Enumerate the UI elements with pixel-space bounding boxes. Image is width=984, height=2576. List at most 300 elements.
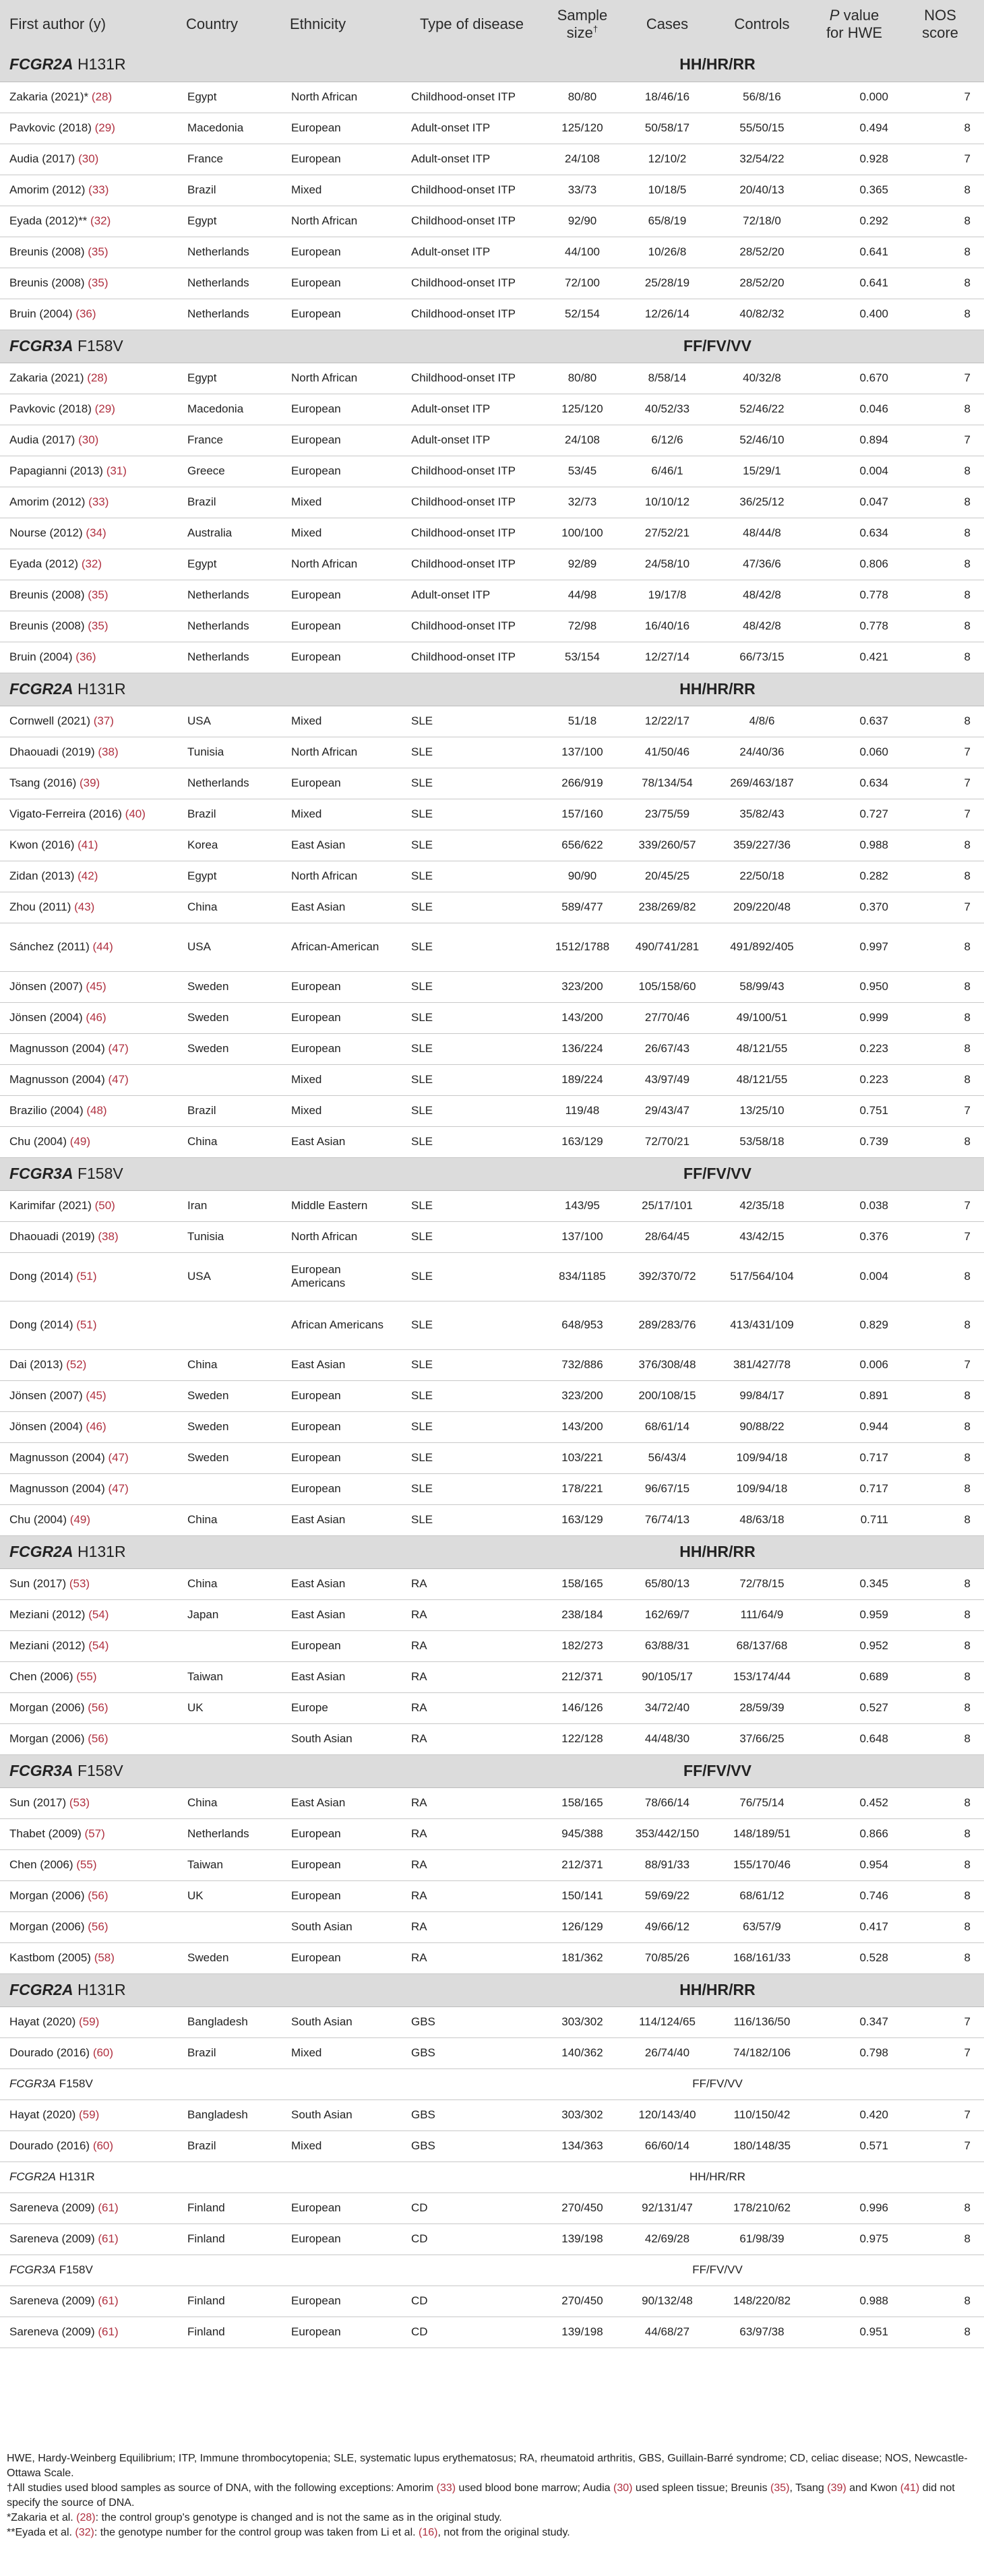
cell-type-of-disease: GBS: [402, 2037, 542, 2068]
cell-ethnicity: Mixed: [282, 706, 402, 737]
cell-sample-size: 143/95: [542, 1190, 623, 1221]
cell-first-author: [0, 1033, 178, 1064]
cell-country: Finland: [178, 2224, 282, 2255]
cell-p-value: 0.829: [812, 1301, 896, 1349]
table-row: [0, 175, 984, 206]
cell-p-value: 0.420: [812, 2099, 896, 2130]
table-row: [0, 1818, 984, 1849]
cell-p-value: 0.648: [812, 1723, 896, 1754]
author-name: Bruin (2004): [9, 650, 73, 663]
reference-number: (40): [125, 807, 146, 820]
cell-first-author: [0, 487, 178, 518]
cell-first-author: [0, 799, 178, 830]
footnote-text: , not from the original study.: [437, 2527, 570, 2538]
cell-first-author: [0, 830, 178, 861]
table-footnotes: [0, 2451, 977, 2540]
footnote-reference: (28): [76, 2512, 96, 2523]
cell-ethnicity: Mixed: [282, 487, 402, 518]
author-name: Eyada (2012)**: [9, 214, 88, 227]
cell-type-of-disease: SLE: [402, 861, 542, 892]
cell-sample-size: 72/98: [542, 611, 623, 642]
cell-ethnicity: European: [282, 971, 402, 1002]
cell-ethnicity: South Asian: [282, 1723, 402, 1754]
cell-nos-score: 8: [896, 1504, 984, 1535]
table-row: [0, 2130, 984, 2161]
table-row: [0, 549, 984, 580]
table-body: [0, 49, 984, 2348]
cell-p-value: 0.417: [812, 1911, 896, 1942]
footnote-reference: (39): [827, 2482, 847, 2494]
cell-first-author: [0, 923, 178, 971]
cell-first-author: [0, 1661, 178, 1692]
cell-p-value: 0.400: [812, 299, 896, 330]
author-name: Dong (2014): [9, 1269, 73, 1283]
cell-country: Brazil: [178, 2037, 282, 2068]
cell-nos-score: 8: [896, 456, 984, 487]
author-name: Vigato-Ferreira (2016): [9, 807, 122, 820]
cell-first-author: [0, 737, 178, 768]
cell-p-value: 0.866: [812, 1818, 896, 1849]
cell-controls: 48/42/8: [712, 611, 812, 642]
cell-country: Tunisia: [178, 1221, 282, 1252]
cell-country: Tunisia: [178, 737, 282, 768]
cell-type-of-disease: Childhood-onset ITP: [402, 549, 542, 580]
section-gene-label: [0, 1973, 623, 2006]
cell-controls: 49/100/51: [712, 1002, 812, 1033]
cell-cases: 25/17/101: [623, 1190, 712, 1221]
footnote-line: [7, 2481, 977, 2511]
author-name: Morgan (2006): [9, 1920, 85, 1933]
header-first-author: First author (y): [9, 15, 106, 32]
table-row: [0, 1252, 984, 1301]
reference-number: (47): [108, 1481, 129, 1495]
cell-sample-size: 126/129: [542, 1911, 623, 1942]
cell-nos-score: 8: [896, 1880, 984, 1911]
cell-ethnicity: European: [282, 580, 402, 611]
cell-country: Sweden: [178, 1002, 282, 1033]
cell-controls: 68/137/68: [712, 1630, 812, 1661]
cell-ethnicity: European: [282, 1473, 402, 1504]
table-row: [0, 1002, 984, 1033]
table-row: [0, 2037, 984, 2068]
cell-first-author: [0, 1380, 178, 1411]
cell-first-author: [0, 2130, 178, 2161]
cell-ethnicity: Europe: [282, 1692, 402, 1723]
cell-type-of-disease: Adult-onset ITP: [402, 394, 542, 425]
cell-nos-score: 8: [896, 1723, 984, 1754]
cell-ethnicity: North African: [282, 363, 402, 394]
author-name: Magnusson (2004): [9, 1481, 105, 1495]
cell-first-author: [0, 237, 178, 268]
cell-country: Brazil: [178, 2130, 282, 2161]
table-row: [0, 1126, 984, 1157]
cell-p-value: 0.571: [812, 2130, 896, 2161]
cell-type-of-disease: GBS: [402, 2006, 542, 2037]
cell-cases: 29/43/47: [623, 1095, 712, 1126]
section-gene-name: FCGR3A: [9, 1164, 73, 1182]
cell-type-of-disease: SLE: [402, 1221, 542, 1252]
table-row: [0, 299, 984, 330]
cell-ethnicity: North African: [282, 737, 402, 768]
cell-nos-score: 8: [896, 1473, 984, 1504]
section-header-spacer: [812, 49, 984, 82]
cell-type-of-disease: Childhood-onset ITP: [402, 82, 542, 113]
header-p-value-text: value for HWE: [826, 6, 883, 41]
cell-first-author: [0, 2286, 178, 2317]
cell-p-value: 0.004: [812, 1252, 896, 1301]
cell-controls: 22/50/18: [712, 861, 812, 892]
cell-first-author: [0, 1630, 178, 1661]
cell-sample-size: 119/48: [542, 1095, 623, 1126]
cell-cases: 41/50/46: [623, 737, 712, 768]
cell-nos-score: 8: [896, 1411, 984, 1442]
table-row: [0, 1599, 984, 1630]
cell-p-value: 0.778: [812, 611, 896, 642]
table-row: [0, 1442, 984, 1473]
author-name: Dourado (2016): [9, 2139, 90, 2152]
author-name: Tsang (2016): [9, 776, 77, 789]
cell-cases: 50/58/17: [623, 113, 712, 144]
reference-number: (59): [79, 2015, 100, 2028]
author-name: Kwon (2016): [9, 838, 75, 851]
cell-ethnicity: Mixed: [282, 1064, 402, 1095]
cell-type-of-disease: RA: [402, 1692, 542, 1723]
cell-nos-score: 8: [896, 1787, 984, 1818]
cell-type-of-disease: Adult-onset ITP: [402, 580, 542, 611]
cell-sample-size: 266/919: [542, 768, 623, 799]
cell-nos-score: 8: [896, 923, 984, 971]
cell-type-of-disease: SLE: [402, 1442, 542, 1473]
cell-p-value: 0.006: [812, 1349, 896, 1380]
cell-country: China: [178, 892, 282, 923]
author-name: Sun (2017): [9, 1576, 67, 1590]
cell-p-value: 0.997: [812, 923, 896, 971]
header-sample-size-text: Sample size: [557, 6, 608, 41]
cell-cases: 44/48/30: [623, 1723, 712, 1754]
cell-controls: 413/431/109: [712, 1301, 812, 1349]
cell-nos-score: 8: [896, 2286, 984, 2317]
cell-first-author: [0, 580, 178, 611]
section-gene-label: [0, 2161, 623, 2192]
cell-cases: 20/45/25: [623, 861, 712, 892]
cell-p-value: 0.376: [812, 1221, 896, 1252]
cell-ethnicity: Mixed: [282, 175, 402, 206]
section-header-spacer: [812, 673, 984, 706]
cell-sample-size: 51/18: [542, 706, 623, 737]
table-row: [0, 1942, 984, 1973]
author-name: Thabet (2009): [9, 1827, 82, 1840]
cell-sample-size: 212/371: [542, 1661, 623, 1692]
cell-type-of-disease: RA: [402, 1787, 542, 1818]
cell-cases: 28/64/45: [623, 1221, 712, 1252]
section-genotype-label: FF/FV/VV: [623, 2068, 812, 2099]
reference-number: (28): [91, 90, 113, 103]
section-gene-name: FCGR2A: [9, 679, 73, 698]
cell-sample-size: 303/302: [542, 2006, 623, 2037]
reference-number: (56): [88, 1731, 109, 1745]
cell-type-of-disease: SLE: [402, 1473, 542, 1504]
reference-number: (51): [76, 1318, 97, 1331]
cell-country: [178, 1723, 282, 1754]
section-header-spacer: [812, 1973, 984, 2006]
table-row: [0, 971, 984, 1002]
reference-number: (53): [69, 1796, 90, 1809]
table-row: [0, 2099, 984, 2130]
cell-controls: 28/52/20: [712, 268, 812, 299]
section-gene-label: [0, 49, 623, 82]
cell-cases: 376/308/48: [623, 1349, 712, 1380]
author-name: Meziani (2012): [9, 1607, 86, 1621]
header-country: Country: [186, 15, 239, 32]
cell-cases: 92/131/47: [623, 2192, 712, 2224]
table-row: [0, 82, 984, 113]
author-name: Chen (2006): [9, 1858, 73, 1871]
cell-sample-size: 143/200: [542, 1002, 623, 1033]
cell-controls: 63/97/38: [712, 2317, 812, 2348]
footnote-text: : the control group's genotype is changed and is not the same as in the original study.: [95, 2512, 502, 2523]
reference-number: (38): [98, 745, 119, 758]
cell-nos-score: 8: [896, 611, 984, 642]
cell-cases: 10/18/5: [623, 175, 712, 206]
reference-number: (51): [76, 1269, 97, 1283]
cell-country: Macedonia: [178, 394, 282, 425]
cell-ethnicity: East Asian: [282, 830, 402, 861]
cell-controls: 110/150/42: [712, 2099, 812, 2130]
author-name: Zidan (2013): [9, 869, 75, 882]
author-name: Jönsen (2007): [9, 1388, 83, 1402]
section-variant: F158V: [59, 2077, 93, 2090]
cell-type-of-disease: GBS: [402, 2130, 542, 2161]
cell-first-author: [0, 1442, 178, 1473]
cell-sample-size: 163/129: [542, 1504, 623, 1535]
table-row: [0, 1630, 984, 1661]
cell-p-value: 0.641: [812, 237, 896, 268]
cell-cases: 16/40/16: [623, 611, 712, 642]
cell-first-author: [0, 82, 178, 113]
table-row: [0, 2317, 984, 2348]
table-row: [0, 144, 984, 175]
reference-number: (41): [78, 838, 98, 851]
reference-number: (38): [98, 1229, 119, 1243]
cell-ethnicity: East Asian: [282, 892, 402, 923]
cell-type-of-disease: RA: [402, 1599, 542, 1630]
cell-nos-score: 8: [896, 2192, 984, 2224]
cell-controls: 66/73/15: [712, 642, 812, 673]
section-header-row: [0, 2161, 984, 2192]
cell-country: Brazil: [178, 175, 282, 206]
cell-ethnicity: European: [282, 768, 402, 799]
reference-number: (39): [79, 776, 100, 789]
header-p-italic: P: [829, 6, 840, 24]
cell-controls: 491/892/405: [712, 923, 812, 971]
cell-ethnicity: European: [282, 1849, 402, 1880]
section-variant: H131R: [77, 1542, 126, 1560]
cell-country: Taiwan: [178, 1661, 282, 1692]
cell-nos-score: 8: [896, 2317, 984, 2348]
section-gene-label: [0, 2255, 623, 2286]
author-name: Breunis (2008): [9, 588, 85, 601]
cell-type-of-disease: SLE: [402, 1504, 542, 1535]
cell-controls: 109/94/18: [712, 1442, 812, 1473]
cell-sample-size: 139/198: [542, 2224, 623, 2255]
cell-nos-score: 8: [896, 861, 984, 892]
cell-sample-size: 125/120: [542, 113, 623, 144]
cell-controls: 168/161/33: [712, 1942, 812, 1973]
cell-sample-size: 270/450: [542, 2286, 623, 2317]
cell-p-value: 0.689: [812, 1661, 896, 1692]
cell-country: Sweden: [178, 1033, 282, 1064]
cell-nos-score: 8: [896, 1942, 984, 1973]
section-header-row: [0, 1535, 984, 1568]
cell-type-of-disease: Childhood-onset ITP: [402, 363, 542, 394]
cell-nos-score: 8: [896, 971, 984, 1002]
cell-sample-size: 157/160: [542, 799, 623, 830]
section-variant: F158V: [59, 2263, 93, 2276]
cell-controls: 40/82/32: [712, 299, 812, 330]
author-name: Breunis (2008): [9, 619, 85, 632]
table-row: [0, 456, 984, 487]
table-row: [0, 1911, 984, 1942]
section-variant: H131R: [77, 1980, 126, 1998]
footnote-line: [7, 2525, 977, 2540]
section-header-row: [0, 2255, 984, 2286]
cell-cases: 59/69/22: [623, 1880, 712, 1911]
cell-nos-score: 8: [896, 518, 984, 549]
author-name: Sareneva (2009): [9, 2201, 95, 2214]
cell-first-author: [0, 1849, 178, 1880]
section-gene-label: [0, 330, 623, 363]
footnote-line: [7, 2511, 977, 2525]
author-name: Dong (2014): [9, 1318, 73, 1331]
cell-ethnicity: European: [282, 1411, 402, 1442]
cell-cases: 34/72/40: [623, 1692, 712, 1723]
cell-cases: 90/105/17: [623, 1661, 712, 1692]
cell-p-value: 0.746: [812, 1880, 896, 1911]
cell-country: Sweden: [178, 1411, 282, 1442]
table-row: [0, 892, 984, 923]
cell-nos-score: 8: [896, 175, 984, 206]
cell-p-value: 0.711: [812, 1504, 896, 1535]
cell-cases: 96/67/15: [623, 1473, 712, 1504]
header-nos-score: NOS score: [922, 6, 958, 41]
section-genotype-label: HH/HR/RR: [623, 2161, 812, 2192]
cell-p-value: 0.959: [812, 1599, 896, 1630]
cell-type-of-disease: SLE: [402, 1002, 542, 1033]
cell-nos-score: 7: [896, 2130, 984, 2161]
header-type-of-disease: Type of disease: [419, 15, 524, 32]
cell-country: Finland: [178, 2192, 282, 2224]
table-row: [0, 363, 984, 394]
table-row: [0, 611, 984, 642]
author-name: Morgan (2006): [9, 1731, 85, 1745]
cell-first-author: [0, 1504, 178, 1535]
author-name: Chu (2004): [9, 1512, 67, 1526]
cell-country: USA: [178, 1252, 282, 1301]
cell-first-author: [0, 1252, 178, 1301]
table-row: [0, 1033, 984, 1064]
cell-nos-score: 8: [896, 237, 984, 268]
table-row: [0, 1190, 984, 1221]
cell-ethnicity: East Asian: [282, 1568, 402, 1599]
cell-type-of-disease: RA: [402, 1568, 542, 1599]
cell-cases: 49/66/12: [623, 1911, 712, 1942]
cell-controls: 72/18/0: [712, 206, 812, 237]
cell-p-value: 0.641: [812, 268, 896, 299]
cell-country: Sweden: [178, 1442, 282, 1473]
cell-first-author: [0, 1818, 178, 1849]
table-row: [0, 830, 984, 861]
author-name: Breunis (2008): [9, 276, 85, 289]
cell-type-of-disease: Adult-onset ITP: [402, 425, 542, 456]
author-name: Pavkovic (2018): [9, 121, 92, 134]
cell-first-author: [0, 1911, 178, 1942]
cell-ethnicity: European: [282, 642, 402, 673]
cell-country: UK: [178, 1880, 282, 1911]
cell-p-value: 0.223: [812, 1064, 896, 1095]
cell-sample-size: 945/388: [542, 1818, 623, 1849]
cell-cases: 66/60/14: [623, 2130, 712, 2161]
table-row: [0, 768, 984, 799]
cell-cases: 18/46/16: [623, 82, 712, 113]
cell-nos-score: 7: [896, 768, 984, 799]
cell-nos-score: 7: [896, 144, 984, 175]
section-genotype-label: FF/FV/VV: [623, 1157, 812, 1190]
cell-nos-score: 7: [896, 737, 984, 768]
reference-number: (49): [69, 1512, 91, 1526]
cell-type-of-disease: Childhood-onset ITP: [402, 611, 542, 642]
cell-country: Taiwan: [178, 1849, 282, 1880]
cell-type-of-disease: SLE: [402, 971, 542, 1002]
reference-number: (61): [98, 2325, 119, 2338]
cell-type-of-disease: RA: [402, 1818, 542, 1849]
author-name: Morgan (2006): [9, 1700, 85, 1714]
cell-sample-size: 52/154: [542, 299, 623, 330]
header-cases: Cases: [646, 15, 689, 32]
cell-controls: 48/121/55: [712, 1064, 812, 1095]
table-row: [0, 1064, 984, 1095]
cell-cases: 200/108/15: [623, 1380, 712, 1411]
cell-controls: 48/42/8: [712, 580, 812, 611]
cell-first-author: [0, 456, 178, 487]
cell-country: Bangladesh: [178, 2099, 282, 2130]
cell-first-author: [0, 299, 178, 330]
section-genotype-label: HH/HR/RR: [623, 1973, 812, 2006]
cell-first-author: [0, 363, 178, 394]
cell-country: [178, 1301, 282, 1349]
section-variant: H131R: [77, 55, 126, 73]
cell-ethnicity: European: [282, 1442, 402, 1473]
cell-controls: 15/29/1: [712, 456, 812, 487]
cell-p-value: 0.292: [812, 206, 896, 237]
reference-number: (45): [86, 979, 106, 993]
cell-ethnicity: North African: [282, 549, 402, 580]
cell-type-of-disease: Childhood-onset ITP: [402, 518, 542, 549]
cell-ethnicity: European: [282, 2317, 402, 2348]
cell-cases: 63/88/31: [623, 1630, 712, 1661]
cell-sample-size: 72/100: [542, 268, 623, 299]
cell-cases: 10/26/8: [623, 237, 712, 268]
cell-sample-size: 44/98: [542, 580, 623, 611]
author-name: Amorim (2012): [9, 183, 86, 196]
cell-cases: 88/91/33: [623, 1849, 712, 1880]
cell-nos-score: 8: [896, 1252, 984, 1301]
author-name: Dai (2013): [9, 1357, 63, 1371]
cell-type-of-disease: SLE: [402, 1380, 542, 1411]
cell-ethnicity: Mixed: [282, 2130, 402, 2161]
cell-country: Netherlands: [178, 642, 282, 673]
cell-cases: 23/75/59: [623, 799, 712, 830]
cell-controls: 32/54/22: [712, 144, 812, 175]
